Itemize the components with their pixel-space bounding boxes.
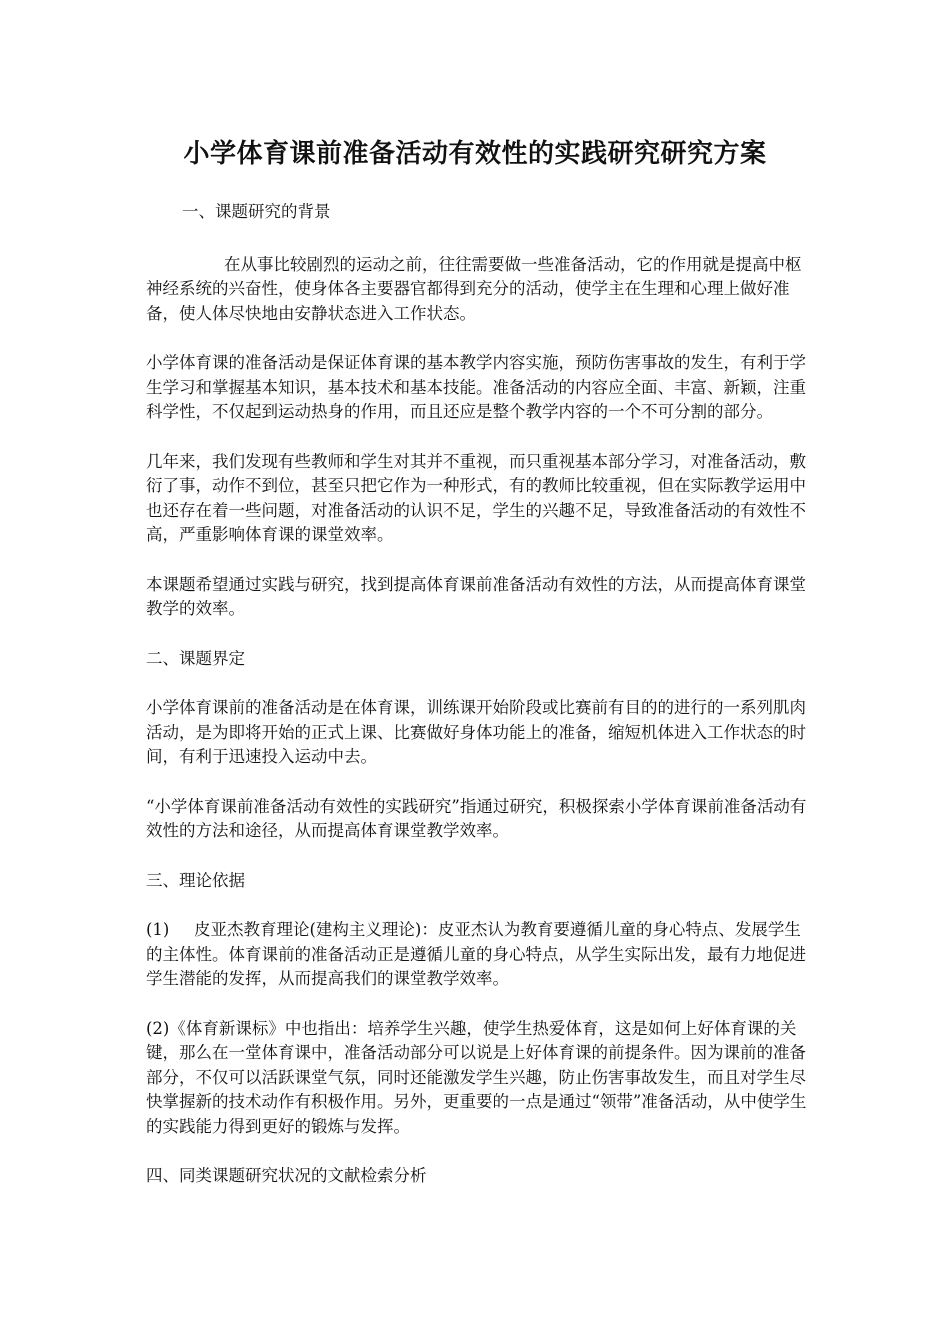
document-body (146, 200, 814, 1189)
section-heading-literature: 四、同类课题研究状况的文献检索分析 (146, 1166, 427, 1185)
list-item-theory-2: (2)《体育新课标》中也指出：培养学生兴趣，使学生热爱体育，这是如何上好体育课的关键，那么在一堂体育课中，准备活动部分可以说是上好体育课的前提条件。因为课前的准备部分，不仅可以活跃课堂气氛，同时还能激发学生兴趣，防止伤害事故发生，而且对学生尽快掌握新的技术动作有积极作用。另外，更重要的一点是通过“领带”准备活动，从中使学生的实践能力得到更好的锻炼与发挥。 (146, 1018, 807, 1136)
document-title: 小学体育课前准备活动有效性的实践研究研究方案 (183, 139, 767, 169)
list-item-theory-1 (146, 918, 814, 992)
paragraph-background-problem: 几年来，我们发现有些教师和学生对其并不重视，而只重视基本部分学习，对准备活动，敷衍了事，动作不到位，甚至只把它作为一种形式，有的教师比较重视，但在实际教学运用中也还存在着一些问题，对准备活动的认识不足，学生的兴趣不足，导致准备活动的有效性不高，严重影响体育课的课堂效率。 (146, 451, 806, 544)
section-heading-background: 一、课题研究的背景 (182, 202, 331, 221)
section-heading-definition: 二、课题界定 (146, 648, 245, 668)
paragraph-definition-warmup: 小学体育课前的准备活动是在体育课，训练课开始阶段或比赛前有目的的进行的一系列肌肉活动，是为即将开始的正式上课、比赛做好身体功能上的准备，缩短机体进入工作状态的时间，有利于迅速投入运动中去。 (146, 698, 806, 766)
list-item-number: (1) (146, 920, 170, 939)
paragraph-background-purpose: 小学体育课的准备活动是保证体育课的基本教学内容实施，预防伤害事故的发生，有利于学生学习和掌握基本知识，基本技术和基本技能。准备活动的内容应全面、丰富、新颖，注重科学性，不仅起到运动热身的作用，而且还应是整个教学内容的一个不可分割的部分。 (146, 353, 806, 421)
paragraph-definition-study: “小学体育课前准备活动有效性的实践研究”指通过研究，积极探索小学体育课前准备活动有效性的方法和途径，从而提高体育课堂教学效率。 (146, 796, 807, 840)
paragraph-background-intro: 在从事比较剧烈的运动之前，往往需要做一些准备活动，它的作用就是提高中枢神经系统的兴奋性，使身体各主要器官都得到充分的活动，使学主在生理和心理上做好准备，使人体尽快地由安静状态进入工作状态。 (146, 254, 802, 323)
paragraph-background-goal: 本课题希望通过实践与研究，找到提高体育课前准备活动有效性的方法，从而提高体育课堂教学的效率。 (146, 574, 806, 618)
list-item-text: 皮亚杰教育理论(建构主义理论)：皮亚杰认为教育要遵循儿童的身心特点、发展学生的主体性。体育课前的准备活动正是遵循儿童的身心特点，从学生实际出发，最有力地促进学生潜能的发挥，从而提高我们的课堂教学效率。 (146, 920, 806, 988)
section-heading-theory: 三、理论依据 (146, 870, 245, 890)
